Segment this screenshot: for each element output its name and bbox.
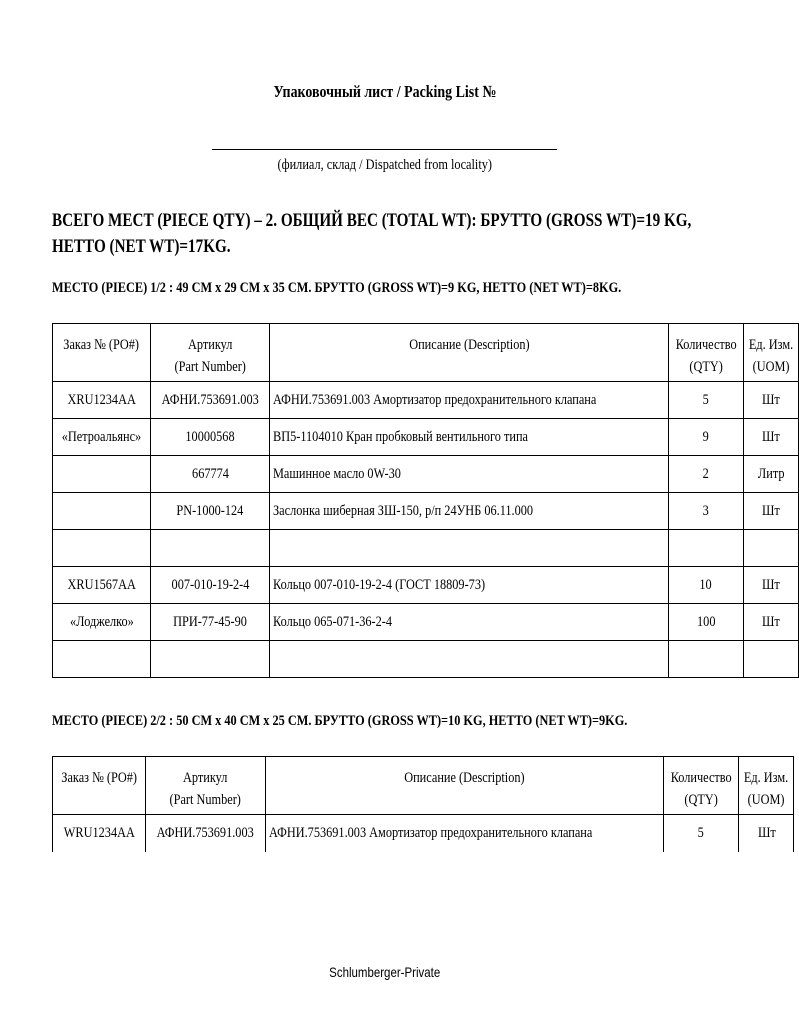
cell-qty bbox=[668, 530, 743, 567]
cell-part: 667774 bbox=[150, 456, 269, 493]
locality-blank-line bbox=[212, 149, 557, 150]
cell-uom: Шт bbox=[739, 815, 794, 852]
header-qty: Количество (QTY) bbox=[664, 757, 739, 815]
table-row bbox=[53, 493, 799, 530]
cell-desc bbox=[270, 530, 668, 567]
piece-1-heading: МЕСТО (PIECE) 1/2 : 49 CM x 29 CM x 35 CM. БРУТТО (GROSS WT)=9 KG, НЕТТО (NET WT)=8KG. bbox=[52, 280, 622, 296]
cell-po bbox=[53, 641, 151, 678]
cell-desc: Заслонка шиберная ЗШ-150, р/п 24УНБ 06.11.000 bbox=[270, 493, 668, 530]
cell-po bbox=[53, 530, 151, 567]
cell-po: «Лоджелко» bbox=[53, 604, 151, 641]
cell-part bbox=[150, 530, 269, 567]
table-row bbox=[53, 641, 799, 678]
piece-2-heading: МЕСТО (PIECE) 2/2 : 50 CM x 40 CM x 25 CM. БРУТТО (GROSS WT)=10 KG, НЕТТО (NET WT)=9KG. bbox=[52, 713, 628, 729]
locality-caption: (филиал, склад / Dispatched from locality) bbox=[277, 157, 493, 173]
cell-qty: 5 bbox=[664, 815, 739, 852]
cell-qty: 10 bbox=[668, 567, 743, 604]
header-uom: Ед. Изм. (UOM) bbox=[739, 757, 794, 815]
table-row bbox=[53, 382, 799, 419]
cell-uom: Шт bbox=[744, 604, 799, 641]
classification-footer: Schlumberger-Private bbox=[329, 964, 441, 980]
table-row bbox=[53, 567, 799, 604]
cell-desc: ВП5-1104010 Кран пробковый вентильного типа bbox=[270, 419, 668, 456]
total-summary: ВСЕГО МЕСТ (PIECE QTY) – 2. ОБЩИЙ ВЕС (TOTAL WT): БРУТТО (GROSS WT)=19 KG, НЕТТО (NET WT)=17KG. bbox=[52, 211, 692, 257]
cell-uom: Литр bbox=[744, 456, 799, 493]
cell-part: 10000568 bbox=[150, 419, 269, 456]
cell-uom bbox=[744, 641, 799, 678]
cell-uom bbox=[744, 530, 799, 567]
cell-desc: АФНИ.753691.003 Амортизатор предохранительного клапана bbox=[265, 815, 663, 852]
table-row bbox=[53, 530, 799, 567]
cell-qty: 2 bbox=[668, 456, 743, 493]
cell-part: ПРИ-77-45-90 bbox=[150, 604, 269, 641]
cell-qty: 5 bbox=[668, 382, 743, 419]
cell-qty: 100 bbox=[668, 604, 743, 641]
header-uom: Ед. Изм. (UOM) bbox=[744, 324, 799, 382]
cell-po: WRU1234AA bbox=[53, 815, 146, 852]
cell-po: XRU1234AA bbox=[53, 382, 151, 419]
piece-2-table bbox=[52, 756, 794, 852]
table-row bbox=[53, 456, 799, 493]
cell-po bbox=[53, 456, 151, 493]
cell-qty bbox=[668, 641, 743, 678]
cell-uom: Шт bbox=[744, 382, 799, 419]
cell-po: XRU1567AA bbox=[53, 567, 151, 604]
cell-desc: АФНИ.753691.003 Амортизатор предохранительного клапана bbox=[270, 382, 668, 419]
table-header-row bbox=[53, 324, 799, 382]
cell-part: АФНИ.753691.003 bbox=[150, 382, 269, 419]
header-po: Заказ № (PO#) bbox=[53, 757, 146, 815]
cell-part bbox=[150, 641, 269, 678]
cell-uom: Шт bbox=[744, 567, 799, 604]
table-row bbox=[53, 604, 799, 641]
cell-desc bbox=[270, 641, 668, 678]
cell-desc: Кольцо 065-071-36-2-4 bbox=[270, 604, 668, 641]
cell-part: PN-1000-124 bbox=[150, 493, 269, 530]
cell-desc: Машинное масло 0W-30 bbox=[270, 456, 668, 493]
piece-1-table bbox=[52, 323, 799, 678]
document-title: Упаковочный лист / Packing List № bbox=[273, 82, 497, 101]
header-part-number: Артикул (Part Number) bbox=[150, 324, 269, 382]
table-header-row bbox=[53, 757, 794, 815]
cell-uom: Шт bbox=[744, 493, 799, 530]
cell-uom: Шт bbox=[744, 419, 799, 456]
cell-qty: 9 bbox=[668, 419, 743, 456]
header-po: Заказ № (PO#) bbox=[53, 324, 151, 382]
cell-qty: 3 bbox=[668, 493, 743, 530]
table-row bbox=[53, 815, 794, 852]
cell-part: 007-010-19-2-4 bbox=[150, 567, 269, 604]
cell-po bbox=[53, 493, 151, 530]
table-row bbox=[53, 419, 799, 456]
header-part-number: Артикул (Part Number) bbox=[146, 757, 265, 815]
cell-po: «Петроальянс» bbox=[53, 419, 151, 456]
cell-part: АФНИ.753691.003 bbox=[146, 815, 265, 852]
header-qty: Количество (QTY) bbox=[668, 324, 743, 382]
header-description: Описание (Description) bbox=[265, 757, 663, 815]
cell-desc: Кольцо 007-010-19-2-4 (ГОСТ 18809-73) bbox=[270, 567, 668, 604]
header-description: Описание (Description) bbox=[270, 324, 668, 382]
